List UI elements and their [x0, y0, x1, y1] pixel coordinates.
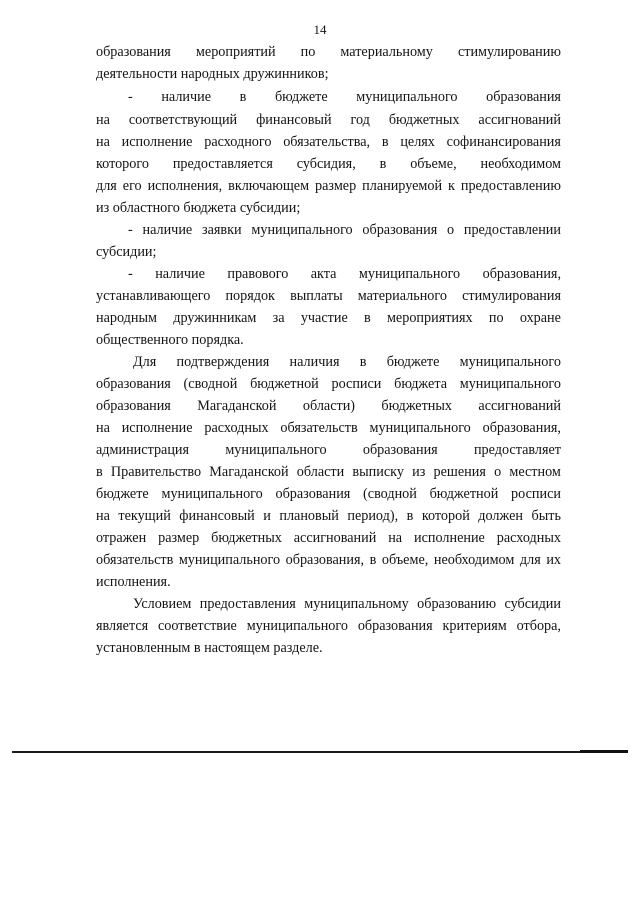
- text-line: субсидии;: [96, 244, 157, 260]
- text-line: общественного порядка.: [96, 332, 244, 348]
- text-line: установленным в настоящем разделе.: [96, 640, 323, 656]
- text-line: для его исполнения, включающем размер планируемой к предоставлению: [96, 178, 561, 194]
- text-line: образования Магаданской области) бюджетных ассигнований: [96, 398, 561, 414]
- footer-rule-thick-segment: [580, 750, 628, 753]
- text-line: на исполнение расходных обязательств муниципального образования,: [96, 420, 561, 436]
- text-line: Условием предоставления муниципальному образованию субсидии: [133, 596, 561, 612]
- text-line: на исполнение расходного обязательства, в целях софинансирования: [96, 134, 561, 150]
- text-line: в Правительство Магаданской области выписку из решения о местном: [96, 464, 561, 480]
- text-line: - наличие заявки муниципального образования о предоставлении: [128, 222, 561, 238]
- text-line: устанавливающего порядок выплаты материального стимулирования: [96, 288, 561, 304]
- text-line: исполнения.: [96, 574, 171, 590]
- text-line: отражен размер бюджетных ассигнований на исполнение расходных: [96, 530, 561, 546]
- text-line: из областного бюджета субсидии;: [96, 200, 301, 216]
- text-line: деятельности народных дружинников;: [96, 66, 329, 82]
- page-number: 14: [313, 22, 327, 37]
- text-line: на текущий финансовый и плановый период), в которой должен быть: [96, 508, 561, 524]
- text-line: - наличие правового акта муниципального образования,: [128, 266, 561, 282]
- text-line: Для подтверждения наличия в бюджете муниципального: [133, 354, 561, 370]
- text-line: на соответствующий финансовый год бюджетных ассигнований: [96, 112, 561, 128]
- text-line: - наличие в бюджете муниципального образования: [128, 89, 561, 105]
- text-line: администрация муниципального образования предоставляет: [96, 442, 561, 458]
- text-line: народным дружинникам за участие в мероприятиях по охране: [96, 310, 561, 326]
- text-line: обязательств муниципального образования, в объеме, необходимом для их: [96, 552, 561, 568]
- text-line: образования (сводной бюджетной росписи бюджета муниципального: [96, 376, 561, 392]
- text-line: которого предоставляется субсидия, в объеме, необходимом: [96, 156, 561, 172]
- footer-rule: [12, 751, 628, 753]
- text-line: образования мероприятий по материальному стимулированию: [96, 44, 561, 60]
- text-line: является соответствие муниципального образования критериям отбора,: [96, 618, 561, 634]
- text-line: бюджете муниципального образования (сводной бюджетной росписи: [96, 486, 561, 502]
